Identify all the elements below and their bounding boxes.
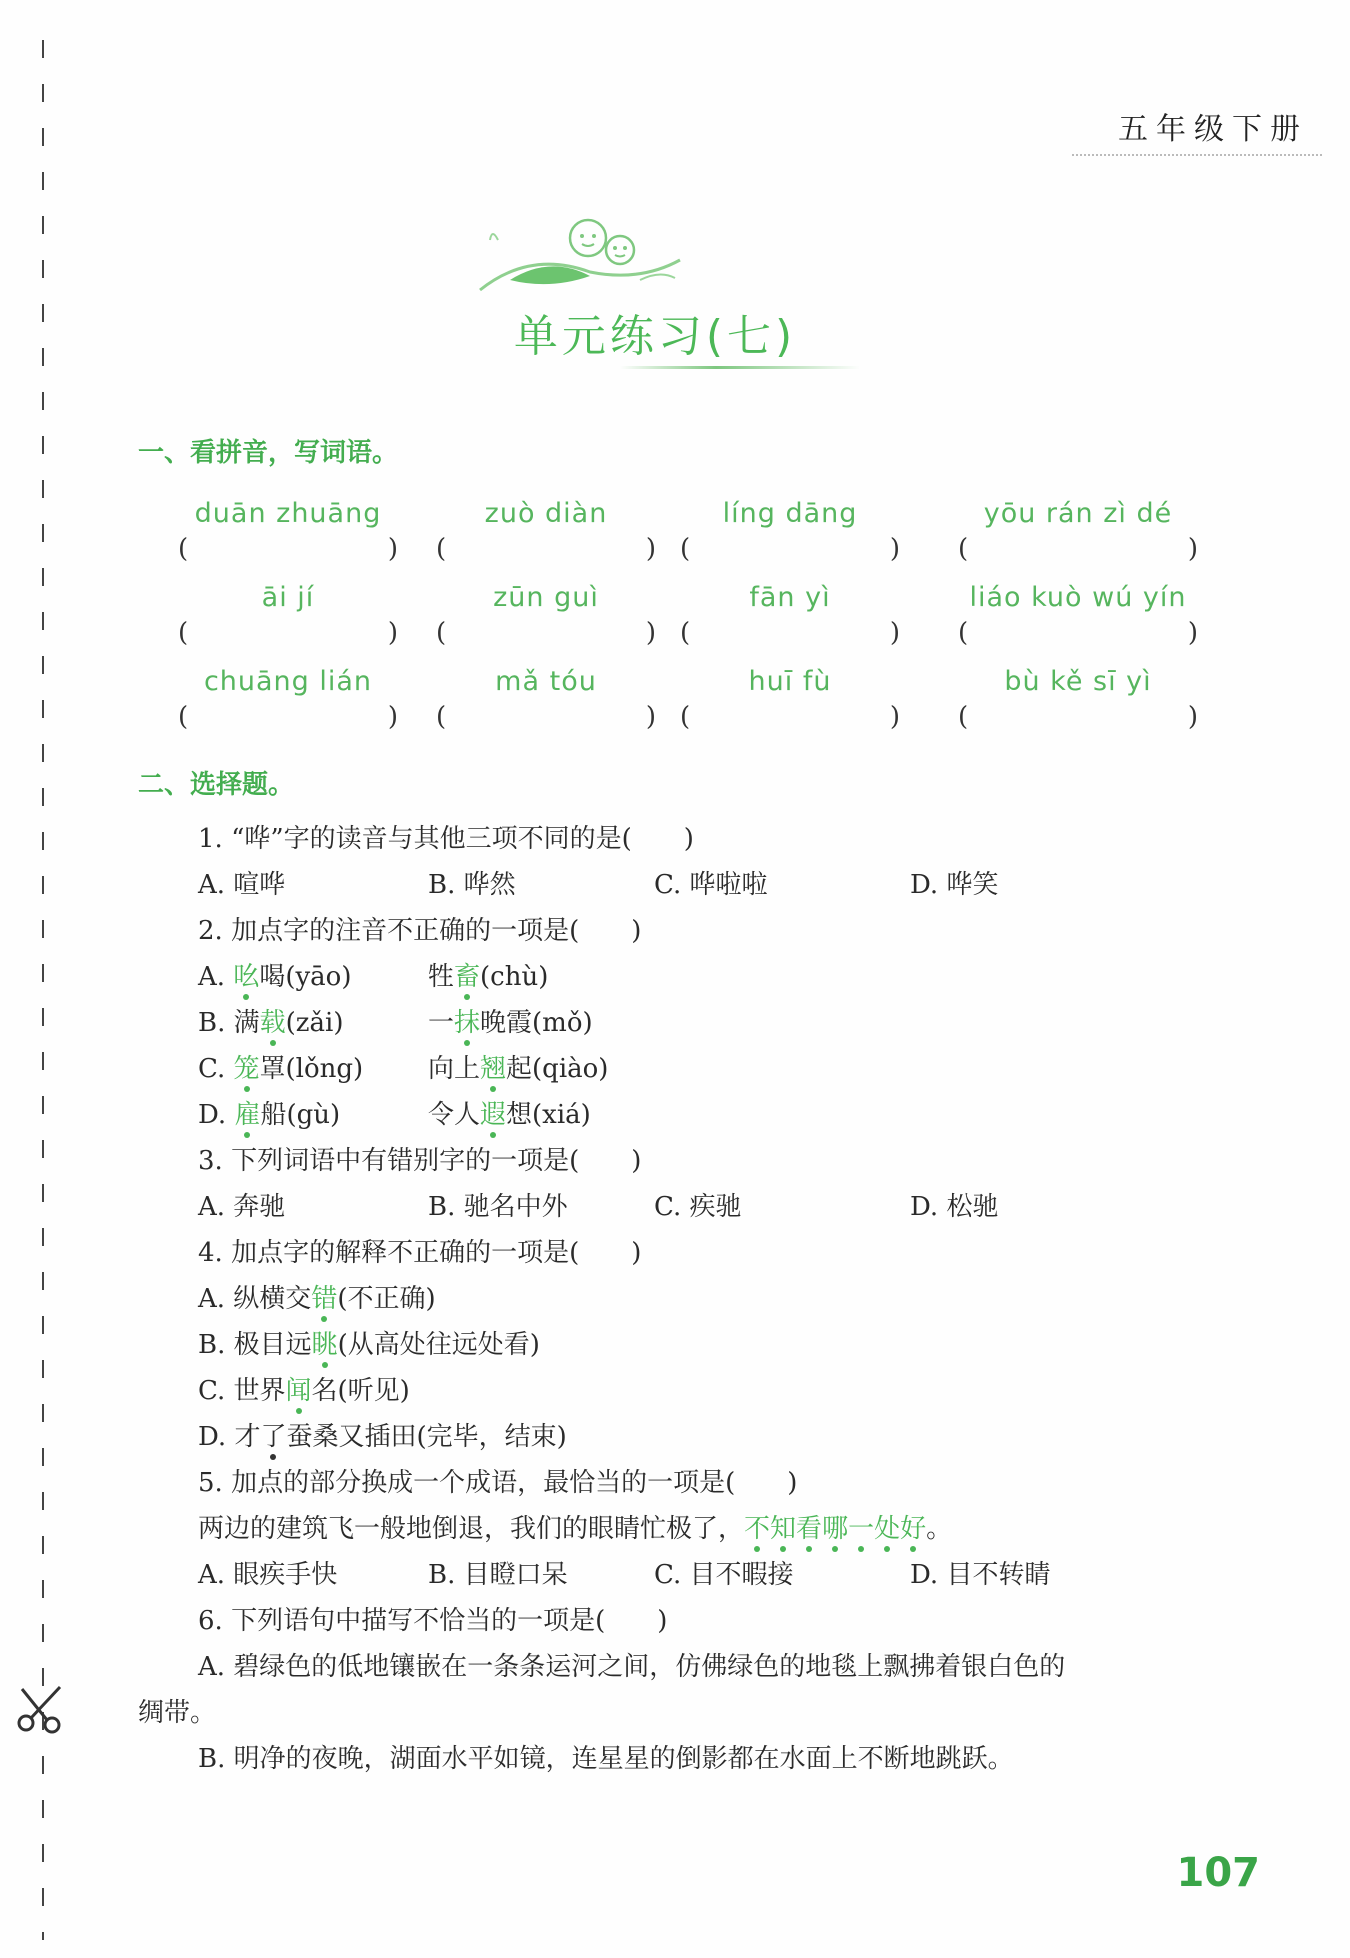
dotted-char: 遐 (480, 1100, 507, 1130)
pinyin: líng dāng (722, 498, 858, 529)
q4-option-a[interactable]: A. 纵横交错(不正确) (198, 1284, 436, 1314)
answer-blank[interactable]: ( ) (680, 702, 900, 732)
q2-option-b-1[interactable]: B. 满载(zǎi) (198, 1008, 344, 1038)
page-title: 单元练习(七) (513, 311, 797, 362)
q1-option-c[interactable]: C. 哗啦啦 (654, 870, 768, 900)
pinyin-cell (958, 662, 1198, 738)
dotted-char: 眺 (311, 1330, 338, 1360)
q3-option-a[interactable]: A. 奔驰 (198, 1192, 286, 1222)
q1-option-b[interactable]: B. 哗然 (428, 870, 516, 900)
pinyin-cell (680, 662, 900, 738)
pinyin: fān yì (749, 582, 831, 613)
pinyin: mǎ tóu (495, 666, 597, 697)
q6-option-a[interactable]: A. 碧绿色的低地镶嵌在一条条运河之间，仿佛绿色的地毯上飘拂着银白色的 (198, 1652, 1066, 1682)
q2-option-c-2[interactable]: 向上翘起(qiào) (428, 1054, 609, 1084)
q3-option-d[interactable]: D. 松驰 (910, 1192, 999, 1222)
dotted-char: 笼 (233, 1054, 260, 1084)
question-4-stem: 4. 加点字的解释不正确的一项是( ) (198, 1238, 642, 1268)
answer-blank[interactable]: ( ) (958, 618, 1198, 648)
pinyin: chuāng lián (203, 666, 373, 697)
grade-label: 五年级下册 (1072, 108, 1322, 156)
question-2-stem: 2. 加点字的注音不正确的一项是( ) (198, 916, 642, 946)
dotted-char: 处 (874, 1514, 901, 1544)
q2-option-c-1[interactable]: C. 笼罩(lǒng) (198, 1054, 364, 1084)
q5-option-c[interactable]: C. 目不暇接 (654, 1560, 794, 1590)
q1-option-a[interactable]: A. 喧哗 (198, 870, 286, 900)
question-6-stem: 6. 下列语句中描写不恰当的一项是( ) (198, 1606, 668, 1636)
answer-blank[interactable]: ( ) (178, 702, 398, 732)
answer-blank[interactable]: ( ) (680, 618, 900, 648)
pinyin: duān zhuāng (194, 498, 382, 529)
q2-option-b-2[interactable]: 一抹晚霞(mǒ) (428, 1008, 593, 1038)
q5-option-a[interactable]: A. 眼疾手快 (198, 1560, 338, 1590)
pinyin: liáo kuò wú yín (969, 582, 1187, 613)
answer-blank[interactable]: ( ) (436, 618, 656, 648)
dotted-char: 看 (796, 1514, 823, 1544)
dotted-char: 一 (848, 1514, 875, 1544)
q6-option-b[interactable]: B. 明净的夜晚，湖面水平如镜，连星星的倒影都在水面上不断地跳跃。 (198, 1744, 1014, 1774)
page-number: 107 (1176, 1850, 1260, 1896)
q4-option-b[interactable]: B. 极目远眺(从高处往远处看) (198, 1330, 540, 1360)
question-3-stem: 3. 下列词语中有错别字的一项是( ) (198, 1146, 642, 1176)
q6-option-a-cont: 绸带。 (138, 1698, 217, 1728)
pinyin: zūn guì (493, 582, 599, 613)
pinyin-cell (680, 494, 900, 570)
q2-option-d-1[interactable]: D. 雇船(gù) (198, 1100, 341, 1130)
dotted-char: 不 (744, 1514, 771, 1544)
q3-option-b[interactable]: B. 驰名中外 (428, 1192, 568, 1222)
answer-blank[interactable]: ( ) (178, 534, 398, 564)
dotted-char: 畜 (454, 962, 481, 992)
scissors-icon (16, 1683, 70, 1737)
q5-option-d[interactable]: D. 目不转睛 (910, 1560, 1051, 1590)
pinyin-cell (178, 578, 398, 654)
pinyin: zuò diàn (484, 498, 608, 529)
q5-sentence: 两边的建筑飞一般地倒退，我们的眼睛忙极了，不知看哪一处好。 (198, 1514, 953, 1544)
answer-blank[interactable]: ( ) (436, 702, 656, 732)
dotted-char: 好 (900, 1514, 927, 1544)
answer-blank[interactable]: ( ) (958, 534, 1198, 564)
section2-heading: 二、选择题。 (138, 770, 295, 800)
title-underline (620, 366, 860, 369)
question-5-stem: 5. 加点的部分换成一个成语，最恰当的一项是( ) (198, 1468, 798, 1498)
pinyin: bù kě sī yì (1004, 666, 1152, 697)
pinyin-cell (958, 578, 1198, 654)
answer-blank[interactable]: ( ) (958, 702, 1198, 732)
q3-option-c[interactable]: C. 疾驰 (654, 1192, 742, 1222)
pinyin-cell (178, 662, 398, 738)
kids-illustration-icon (470, 210, 700, 310)
q2-option-a-2[interactable]: 牲畜(chù) (428, 962, 549, 992)
pinyin-cell (178, 494, 398, 570)
pinyin: huī fù (748, 666, 832, 697)
answer-blank[interactable]: ( ) (436, 534, 656, 564)
dotted-char: 翘 (480, 1054, 507, 1084)
cut-line (42, 40, 44, 1940)
q2-option-d-2[interactable]: 令人遐想(xiá) (428, 1100, 591, 1130)
q5-option-b[interactable]: B. 目瞪口呆 (428, 1560, 568, 1590)
dotted-char: 吆 (233, 962, 260, 992)
pinyin-cell (680, 578, 900, 654)
pinyin-cell (958, 494, 1198, 570)
pinyin: āi jí (261, 582, 315, 613)
pinyin-cell (436, 662, 656, 738)
dotted-char: 雇 (234, 1100, 261, 1130)
q2-option-a-1[interactable]: A. 吆喝(yāo) (198, 962, 352, 992)
section1-heading: 一、看拼音，写词语。 (138, 438, 399, 468)
dotted-char: 了 (260, 1422, 287, 1452)
q4-option-c[interactable]: C. 世界闻名(听见) (198, 1376, 410, 1406)
pinyin: yōu rán zì dé (983, 498, 1173, 529)
dotted-char: 错 (311, 1284, 338, 1314)
dotted-char: 载 (259, 1008, 286, 1038)
pinyin-cell (436, 494, 656, 570)
dotted-char: 闻 (285, 1376, 312, 1406)
pinyin-cell (436, 578, 656, 654)
q4-option-d[interactable]: D. 才了蚕桑又插田(完毕，结束) (198, 1422, 567, 1452)
answer-blank[interactable]: ( ) (178, 618, 398, 648)
dotted-char: 抹 (454, 1008, 481, 1038)
answer-blank[interactable]: ( ) (680, 534, 900, 564)
q1-option-d[interactable]: D. 哗笑 (910, 870, 999, 900)
dotted-char: 知 (770, 1514, 797, 1544)
question-1-stem: 1. “哗”字的读音与其他三项不同的是( ) (198, 824, 694, 854)
dotted-char: 哪 (822, 1514, 849, 1544)
